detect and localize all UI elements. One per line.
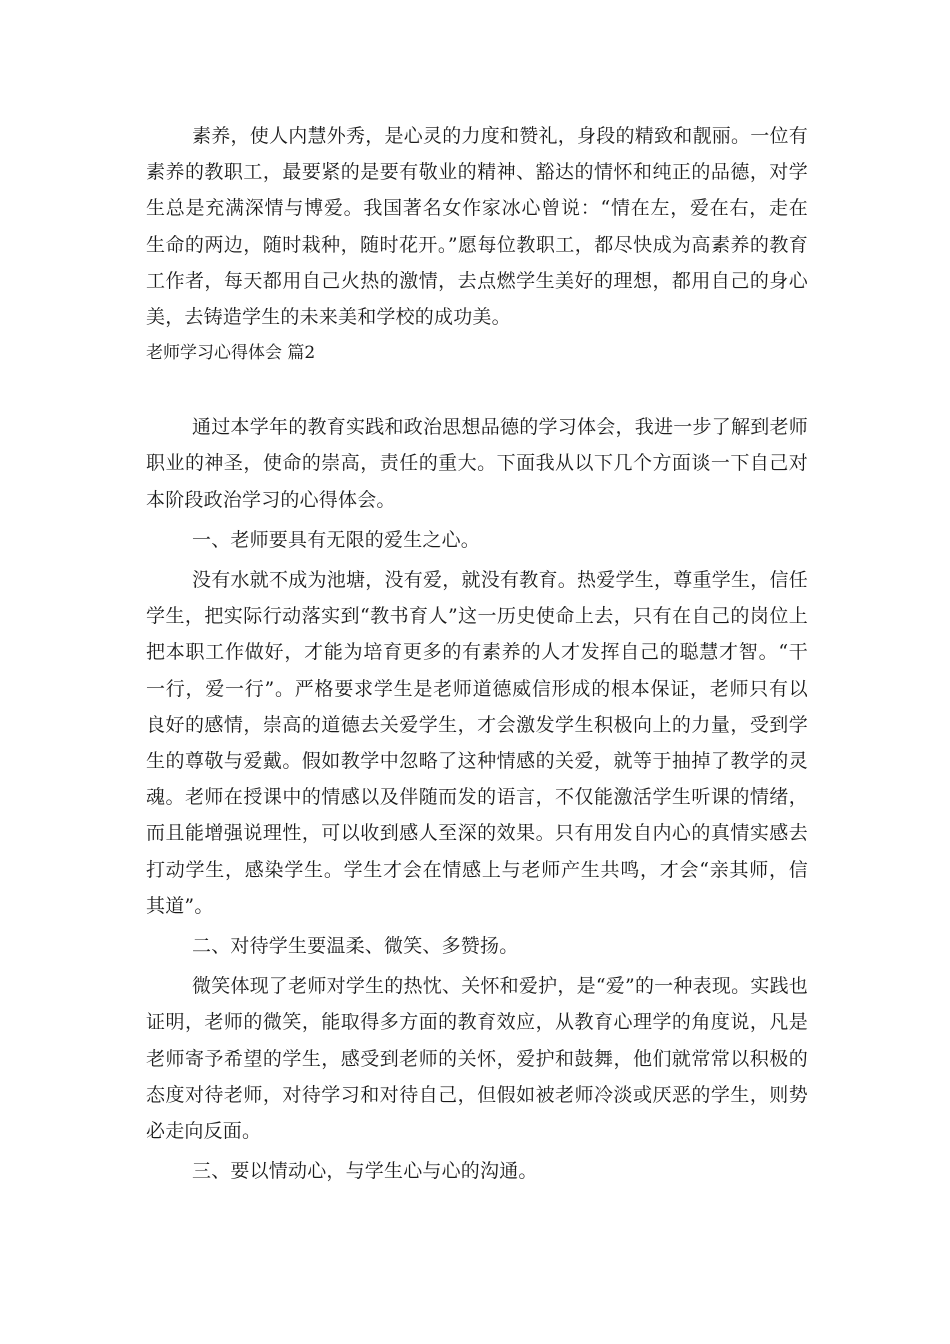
point-2-title: 二、对待学生要温柔、微笑、多赞扬。 — [192, 935, 519, 958]
document-page — [146, 118, 808, 1189]
point-2-body: 微笑体现了老师对学生的热忱、关怀和爱护，是“爱”的一种表现。实践也证明，老师的微笑，能取得多方面的教育效应，从教育心理学的角度说，凡是老师寄予希望的学生，感受到老师的关怀，爱护和鼓舞，他们就常常以积极的态度对待老师，对待学习和对待自己，但假如被老师冷淡或厌恶的学生，则势必走向反面。 — [146, 975, 808, 1143]
paragraph-intro: 通过本学年的教育实践和政治思想品德的学习体会，我进一步了解到老师职业的神圣，使命的崇高，责任的重大。下面我从以下几个方面谈一下自己对本阶段政治学习的心得体会。 — [146, 416, 808, 511]
section-title: 老师学习心得体会 篇2 — [146, 343, 316, 364]
point-1-body: 没有水就不成为池塘，没有爱，就没有教育。热爱学生，尊重学生，信任学生，把实际行动落实到“教书育人”这一历史使命上去，只有在自己的岗位上把本职工作做好，才能为培育更多的有素养的人才发挥自己的聪慧才智。“干一行，爱一行”。严格要求学生是老师道德威信形成的根本保证，老师只有以良好的感情，崇高的道德去关爱学生，才会激发学生积极向上的力量，受到学生的尊敬与爱戴。假如教学中忽略了这种情感的关爱，就等于抽掉了教学的灵魂。老师在授课中的情感以及伴随而发的语言，不仅能激活学生听课的情绪，而且能增强说理性，可以收到感人至深的效果。只有用发自内心的真情实感去打动学生，感染学生。学生才会在情感上与老师产生共鸣，才会“亲其师，信其道”。 — [146, 569, 808, 917]
point-3-title: 三、要以情动心，与学生心与心的沟通。 — [192, 1160, 538, 1183]
point-1-title: 一、老师要具有无限的爱生之心。 — [192, 528, 481, 551]
section-spacer — [146, 371, 808, 409]
paragraph-suyang: 素养，使人内慧外秀，是心灵的力度和赞礼，身段的精致和靓丽。一位有素养的教职工，最要紧的是要有敬业的精神、豁达的情怀和纯正的品德，对学生总是充满深情与博爱。我国著名女作家冰心曾说：“情在左，爱在右，走在生命的两边，随时栽种，随时花开。”愿每位教职工，都尽快成为高素养的教育工作者，每天都用自己火热的激情，去点燃学生美好的理想，都用自己的身心美，去铸造学生的未来美和学校的成功美。 — [146, 125, 808, 329]
